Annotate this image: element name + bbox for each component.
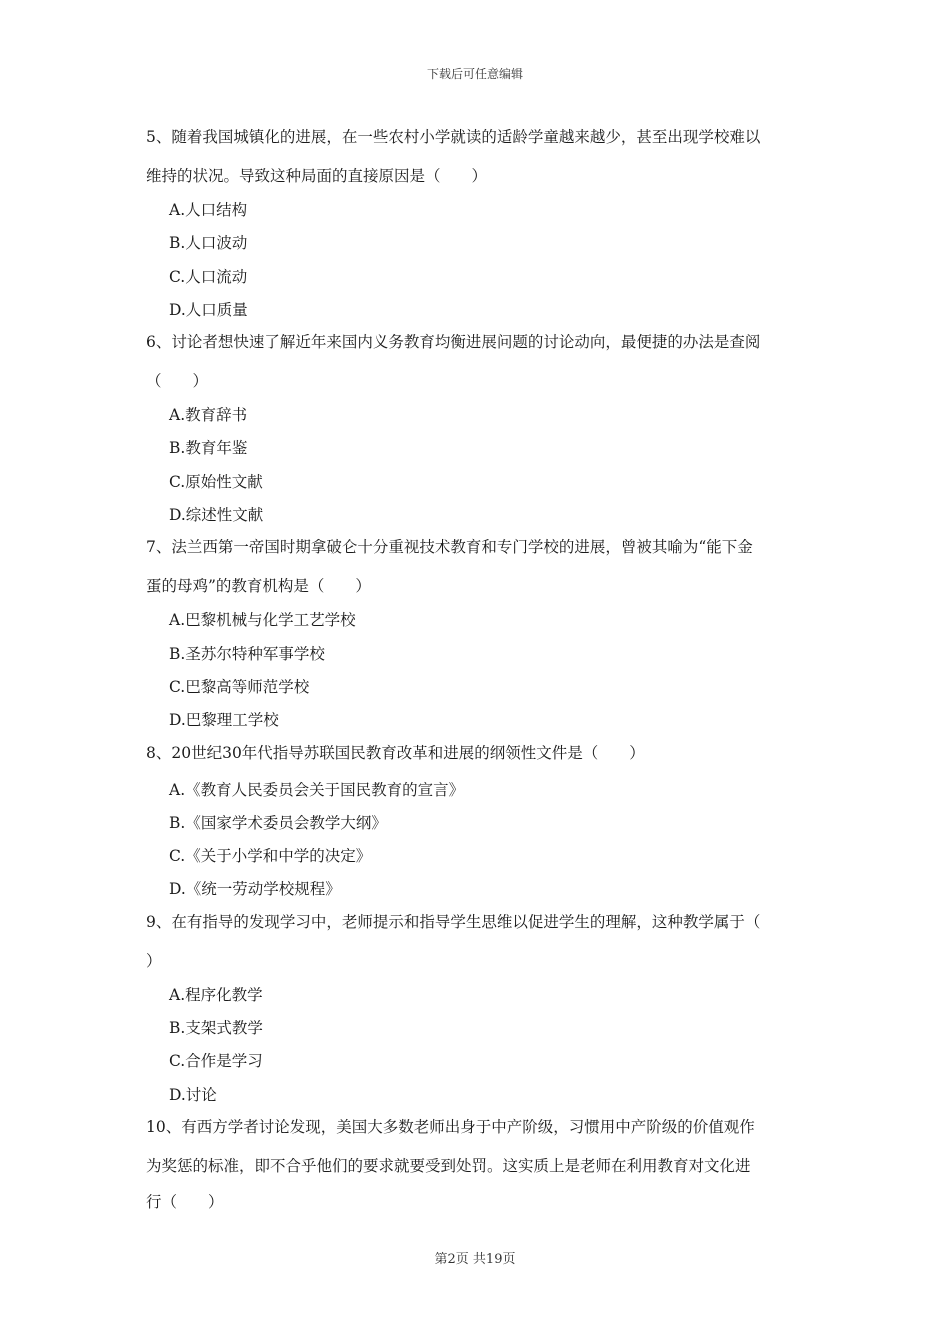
- option-b: B.《国家学术委员会教学大纲》: [169, 813, 387, 832]
- option-a: A.巴黎机械与化学工艺学校: [169, 611, 356, 630]
- question-text-line: 5、随着我国城镇化的进展，在一些农村小学就读的适龄学童越来越少，甚至出现学校难以: [146, 128, 761, 146]
- question-7: [146, 532, 811, 737]
- option-c: C.人口流动: [169, 267, 248, 286]
- option-b: B.人口波动: [169, 234, 248, 253]
- question-9: [146, 907, 811, 1112]
- question-text-line: 10、有西方学者讨论发现，美国大多数老师出身于中产阶级，习惯用中产阶级的价值观作: [146, 1117, 755, 1136]
- question-8: [146, 738, 811, 907]
- question-5: [146, 122, 811, 327]
- question-10: [146, 1112, 811, 1220]
- option-d: D.人口质量: [169, 300, 248, 319]
- option-c: C.巴黎高等师范学校: [169, 677, 310, 696]
- question-text-line: ）: [146, 951, 162, 970]
- option-d: D.巴黎理工学校: [169, 711, 279, 730]
- question-text-line: 维持的状况。导致这种局面的直接原因是（ ）: [146, 167, 488, 185]
- question-text-line: 为奖惩的标准，即不合乎他们的要求就要受到处罚。这实质上是老师在利用教育对文化进: [146, 1156, 751, 1175]
- option-c: C.原始性文献: [169, 472, 263, 491]
- option-b: B.支架式教学: [169, 1019, 263, 1038]
- option-d: D.讨论: [169, 1085, 217, 1104]
- option-b: B.教育年鉴: [169, 439, 248, 458]
- option-d: D.综述性文献: [169, 506, 264, 525]
- option-c: C.《关于小学和中学的决定》: [169, 847, 372, 866]
- option-a: A.教育辞书: [169, 406, 248, 425]
- page-header: 下载后可任意编辑: [426, 67, 523, 81]
- option-d: D.《统一劳动学校规程》: [169, 880, 341, 899]
- option-a: A.《教育人民委员会关于国民教育的宣言》: [169, 780, 465, 799]
- question-text-line: 7、法兰西第一帝国时期拿破仑十分重视技术教育和专门学校的进展，曾被其喻为“能下金: [146, 538, 753, 557]
- question-text-line: 9、在有指导的发现学习中，老师提示和指导学生思维以促进学生的理解，这种教学属于（: [146, 912, 761, 931]
- question-text-line: 行（ ）: [146, 1192, 224, 1211]
- page-footer: 第2页 共19页: [434, 1252, 516, 1267]
- option-a: A.人口结构: [169, 201, 248, 219]
- option-c: C.合作是学习: [169, 1052, 263, 1071]
- question-text-line: 6、讨论者想快速了解近年来国内义务教育均衡进展问题的讨论动向，最便捷的办法是查阅: [146, 333, 761, 352]
- question-text-line: 8、20世纪30年代指导苏联国民教育改革和进展的纲领性文件是（ ）: [146, 743, 645, 762]
- question-6: [146, 327, 811, 532]
- option-b: B.圣苏尔特种军事学校: [169, 644, 325, 663]
- question-text-line: （ ）: [146, 372, 209, 391]
- question-text-line: 蛋的母鸡”的教育机构是（ ）: [146, 577, 371, 596]
- option-a: A.程序化教学: [169, 985, 263, 1004]
- document-body: [146, 122, 811, 1220]
